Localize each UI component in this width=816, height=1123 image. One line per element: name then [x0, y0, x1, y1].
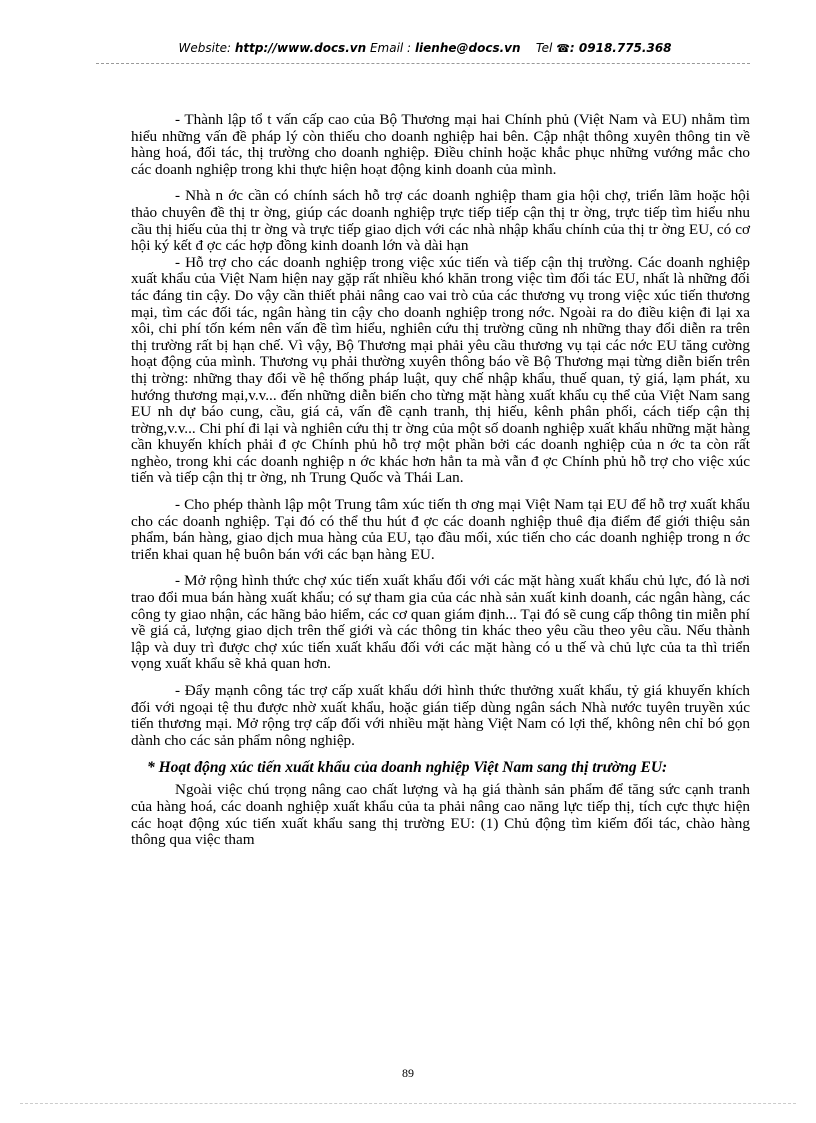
- website-link[interactable]: http://www.docs.vn: [234, 41, 367, 55]
- paragraph-5: - Mở rộng hình thức chợ xúc tiến xuất khẩu đối với các mặt hàng xuất khẩu chủ lực, đó là nơi trao đổi mua bán hàng xuất khẩu; có sự tham gia của các nhà sản xuất kinh doanh, các ngân hàng, các công ty giao nhận, các hãng bảo hiểm, các cơ quan giám định... Tại đó sẽ cung cấp thông tin miễn phí về giá cả, lượng giao dịch trên thế giới và các thông tin khác theo yêu cầu theo yêu cầu. Nếu thành lập và duy trì được chợ xúc tiến xuất khẩu đối với các mặt hàng có u thế và chủ lực của ta thì triển vọng xuất khẩu sẽ khả quan hơn.: [131, 572, 750, 673]
- tel-number: : 0918.775.368: [569, 41, 672, 55]
- page-header: [120, 41, 730, 55]
- page-number: 89: [402, 1066, 414, 1080]
- phone-icon: ☎: [556, 42, 570, 55]
- paragraph-2: - Nhà n ớc cần có chính sách hỗ trợ các doanh nghiệp tham gia hội chợ, triển lãm hoặc hội thảo chuyên đề thị tr ờng, giúp các doanh nghiệp trực tiếp tiếp cận thị tr ờng, trực tiếp tìm hiểu nhu cầu thị hiếu của thị tr ờng và trực tiếp giao dịch với các nhà nhập khẩu chính của thị tr ờng EU, có cơ hội ký kết đ ợc các hợp đồng kinh doanh lớn và dài hạn: [131, 187, 750, 255]
- footer-divider: [20, 1103, 796, 1104]
- section-heading: * Hoạt động xúc tiến xuất khẩu của doanh nghiệp Việt Nam sang thị trường EU:: [147, 759, 668, 777]
- tel-label: Tel: [535, 41, 553, 55]
- paragraph-4: - Cho phép thành lập một Trung tâm xúc tiến th ơng mại Việt Nam tại EU để hỗ trợ xuất khẩu cho các doanh nghiệp. Tại đó có thể thu hút đ ợc các doanh nghiệp thuê địa điểm để giới thiệu sản phẩm, bán hàng, giao dịch mua hàng của EU, tạo đầu mối, xúc tiến cho các doanh nghiệp trong n ớc triển khai quan hệ buôn bán với các bạn hàng EU.: [131, 496, 750, 563]
- document-body: [131, 112, 750, 849]
- paragraph-6: - Đẩy mạnh công tác trợ cấp xuất khẩu dới hình thức thưởng xuất khẩu, tỷ giá khuyến khích đối với ngoại tệ thu được nhờ xuất khẩu, hoặc gián tiếp dùng ngân sách Nhà nước tuyên truyền xúc tiến thương mại. Mở rộng trợ cấp đối với nhiều mặt hàng Việt Nam có lợi thế, không nên chỉ bó gọn dành cho các sản phẩm nông nghiệp.: [131, 682, 750, 749]
- paragraph-1: - Thành lập tổ t vấn cấp cao của Bộ Thương mại hai Chính phủ (Việt Nam và EU) nhằm tìm hiểu những vấn đề pháp lý còn thiếu cho doanh nghiệp hai bên. Cập nhật thông xuyên thông tin về hàng hoá, đối tác, thị trường cho doanh nghiệp. Điều chỉnh hoặc khắc phục những vướng mắc cho các doanh nghiệp trong khi thực hiện hoạt động kinh doanh của mình.: [131, 111, 750, 178]
- email-link[interactable]: lienhe@docs.vn: [414, 41, 521, 55]
- email-label: Email :: [369, 41, 412, 55]
- paragraph-7: Ngoài việc chú trọng nâng cao chất lượng và hạ giá thành sản phẩm để tăng sức cạnh tranh của hàng hoá, các doanh nghiệp xuất khẩu của ta phải nâng cao năng lực tiếp thị, tích cực thực hiện các hoạt động xúc tiến xuất khẩu sang thị trường EU: (1) Chủ động tìm kiếm đối tác, chào hàng thông qua việc tham: [131, 781, 750, 849]
- header-divider: [96, 63, 750, 64]
- paragraph-3: - Hỗ trợ cho các doanh nghiệp trong việc xúc tiến và tiếp cận thị trường. Các doanh nghiệp xuất khẩu của Việt Nam hiện nay gặp rất nhiều khó khăn trong việc tìm đối tác EU, nhất là những đối tác đáng tin cậy. Do vậy cần thiết phải nâng cao vai trò của các thương vụ trong việc xúc tiến thương mại, tìm các đối tác, ngân hàng tin cậy cho doanh nghiệp trong nớc. Ngoài ra do điều kiện đi lại xa xôi, chi phí tốn kém nên vấn đề tìm hiểu, nghiên cứu thị trường cũng nh những thay đổi diễn ra trên thị trường rất bị hạn chế. Vì vậy, Bộ Thương mại phải yêu cầu thương vụ tại các nớc EU tăng cường hoạt động của mình. Thương vụ phải thường xuyên thông báo về Bộ Thương mại từng diễn biến trên thị trờng: những thay đổi về hệ thống pháp luật, quy chế nhập khẩu, thuế quan, tỷ giá, lạm phát, xu hướng thương mại,v.v... đến những diễn biến cho từng mặt hàng xuất khẩu cụ thể của Việt Nam sang EU nh dự báo cung, cầu, giá cả, vấn đề cạnh tranh, thị hiếu, kênh phân phối, cách tiếp cận thị trờng,v.v... Chi phí đi lại và nghiên cứu thị tr ờng của một số doanh nghiệp xuất khẩu những mặt hàng cần khuyến khích phải đ ợc Chính phủ hỗ trợ một phần bởi các doanh nghiệp của n ớc ta còn rất nghèo, trong khi các doanh nghiệp n ớc khác hơn hẳn ta mà vẫn đ ợc Chính phủ hỗ trợ cho việc xúc tiến và tiếp cận thị tr ờng, nh Trung Quốc và Thái Lan.: [131, 253, 750, 487]
- website-label: Website:: [178, 41, 232, 55]
